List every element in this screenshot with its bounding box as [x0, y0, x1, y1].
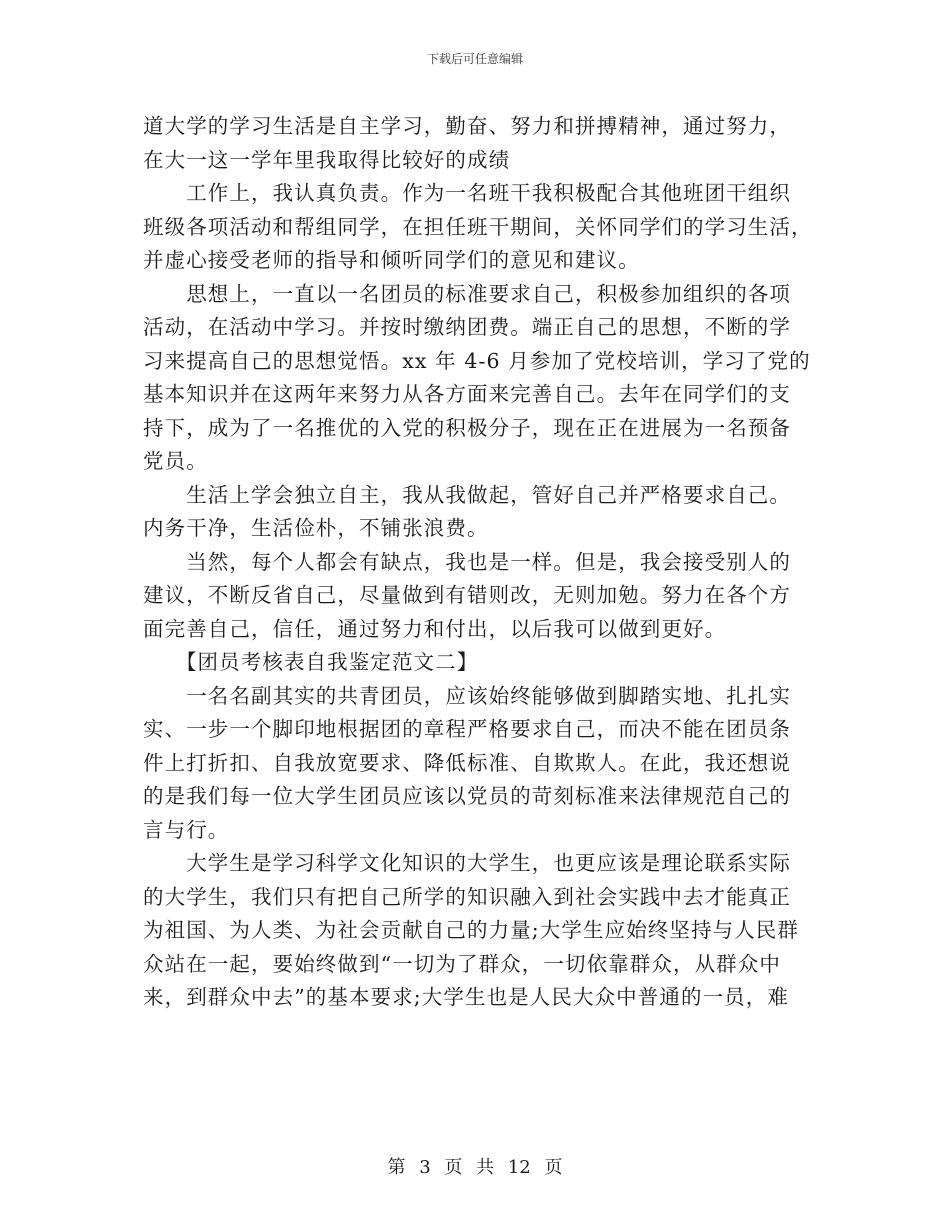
text-line: 习来提高自己的思想觉悟。xx 年 4-6 月参加了党校培训，学习了党的: [143, 348, 811, 373]
text-line: 为祖国、为人类、为社会贡献自己的力量;大学生应始终坚持与人民群: [143, 918, 800, 942]
text-line: 众站在一起，要始终做到“一切为了群众，一切依靠群众，从群众中: [143, 951, 781, 976]
text-line: 面完善自己，信任，通过努力和付出，以后我可以做到更好。: [143, 616, 727, 641]
text-line: 班级各项活动和帮组同学，在担任班干期间，关怀同学们的学习生活，: [143, 214, 813, 239]
page-number: 第 3 页 共 12 页: [387, 1157, 563, 1178]
text-line: 言与行。: [143, 817, 230, 842]
text-line: 活动，在活动中学习。并按时缴纳团费。端正自己的思想，不断的学: [143, 315, 791, 339]
text-line: 党员。: [143, 449, 208, 473]
text-line: 在大一这一学年里我取得比较好的成绩: [143, 147, 511, 172]
page-header-note: 下载后可任意编辑: [426, 52, 523, 66]
text-line: 一名名副其实的共青团员，应该始终能够做到脚踏实地、扎扎实: [143, 683, 791, 708]
text-line: 实、一步一个脚印地根据团的章程严格要求自己，而决不能在团员条: [143, 717, 791, 741]
text-line: 的大学生，我们只有把自己所学的知识融入到社会实践中去才能真正: [143, 884, 791, 909]
text-line: 工作上，我认真负责。作为一名班干我积极配合其他班团干组织: [143, 181, 791, 205]
text-line: 当然，每个人都会有缺点，我也是一样。但是，我会接受别人的: [143, 549, 791, 574]
text-line: 基本知识并在这两年来努力从各方面来完善自己。去年在同学们的支: [143, 382, 791, 406]
text-line: 生活上学会独立自主，我从我做起，管好自己并严格要求自己。: [143, 482, 791, 507]
text-line: 大学生是学习科学文化知识的大学生，也更应该是理论联系实际: [143, 851, 791, 875]
text-line: 道大学的学习生活是自主学习，勤奋、努力和拼搏精神，通过努力，: [143, 114, 791, 138]
text-line: 内务干净，生活俭朴，不铺张浪费。: [143, 516, 489, 540]
text-line: 来，到群众中去”的基本要求;大学生也是人民大众中普通的一员，难: [143, 985, 789, 1009]
text-line: 持下，成为了一名推优的入党的积极分子，现在正在进展为一名预备: [143, 415, 791, 440]
text-line: 思想上，一直以一名团员的标准要求自己，积极参加组织的各项: [143, 281, 791, 306]
text-line: 建议，不断反省自己，尽量做到有错则改，无则加勉。努力在各个方: [143, 583, 791, 607]
document-body: [143, 110, 813, 1015]
text-line: 件上打折扣、自我放宽要求、降低标准、自欺欺人。在此，我还想说: [143, 750, 791, 775]
text-line: 的是我们每一位大学生团员应该以党员的苛刻标准来法律规范自己的: [143, 784, 791, 808]
section-heading: 【团员考核表自我鉴定范文二】: [143, 650, 479, 674]
text-line: 并虚心接受老师的指导和倾听同学们的意见和建议。: [143, 248, 640, 272]
